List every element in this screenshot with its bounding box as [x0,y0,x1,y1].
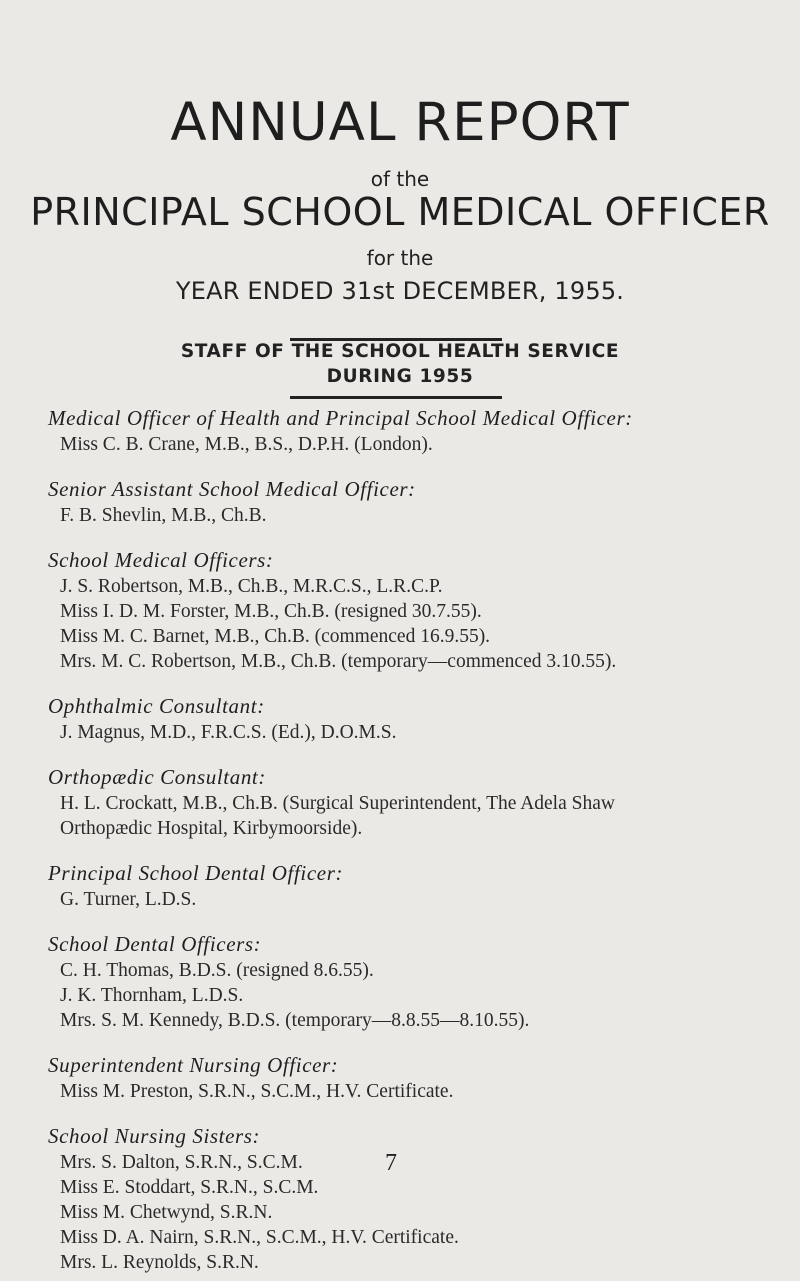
report-title: ANNUAL REPORT [170,92,630,153]
staff-entry: C. H. Thomas, B.D.S. (resigned 8.6.55). [60,960,374,981]
role-title: School Nursing Sisters: [48,1124,261,1148]
page-number: 7 [385,1150,397,1176]
staff-entry: Miss M. Preston, S.R.N., S.C.M., H.V. Certificate. [60,1081,454,1102]
section-medical-officer-of-health [48,405,793,457]
staff-entry: Miss M. Chetwynd, S.R.N. [60,1202,273,1223]
officer-title: PRINCIPAL SCHOOL MEDICAL OFFICER [30,190,770,234]
staff-entry: Miss M. C. Barnet, M.B., Ch.B. (commenced 16.9.55). [60,626,491,647]
staff-entry: Mrs. L. Reynolds, S.R.N. [60,1252,259,1273]
staff-entry: J. Magnus, M.D., F.R.C.S. (Ed.), D.O.M.S. [60,722,397,743]
staff-entry: Miss I. D. M. Forster, M.B., Ch.B. (resigned 30.7.55). [60,601,482,622]
role-title: School Dental Officers: [48,932,262,956]
section-senior-assistant [48,476,793,528]
year-ended-line: YEAR ENDED 31st DECEMBER, 1955. [175,277,625,305]
section-school-nursing-sisters [48,1123,793,1275]
role-title: Medical Officer of Health and Principal School Medical Officer: [48,406,633,430]
staff-entry: Orthopædic Hospital, Kirbymoorside). [60,818,363,839]
section-orthopaedic-consultant [48,764,793,841]
for-the-text: for the [366,246,434,270]
role-title: School Medical Officers: [48,548,274,572]
section-superintendent-nursing [48,1052,793,1104]
staff-entry: Miss E. Stoddart, S.R.N., S.C.M. [60,1177,319,1198]
staff-entry: Miss D. A. Nairn, S.R.N., S.C.M., H.V. Certificate. [60,1227,459,1248]
staff-entry: G. Turner, L.D.S. [60,889,197,910]
role-title: Superintendent Nursing Officer: [48,1053,339,1077]
section-ophthalmic-consultant [48,693,793,745]
staff-entry: H. L. Crockatt, M.B., Ch.B. (Surgical Superintendent, The Adela Shaw [60,793,615,814]
role-title: Ophthalmic Consultant: [48,694,265,718]
staff-entry: F. B. Shevlin, M.B., Ch.B. [60,505,267,526]
staff-entry: Mrs. S. M. Kennedy, B.D.S. (temporary—8.8.55—8.10.55). [60,1010,530,1031]
section-school-dental-officers [48,931,793,1033]
divider-rule-bottom [290,396,502,399]
staff-entry: Mrs. M. C. Robertson, M.B., Ch.B. (temporary—commenced 3.10.55). [60,651,617,672]
staff-list [48,405,793,1275]
staff-entry: Miss C. B. Crane, M.B., B.S., D.P.H. (London). [60,434,433,455]
staff-heading-line1: STAFF OF THE SCHOOL HEALTH SERVICE [180,341,620,362]
section-principal-dental-officer [48,860,793,912]
staff-entry: J. K. Thornham, L.D.S. [60,985,244,1006]
staff-heading [0,339,800,389]
role-title: Principal School Dental Officer: [48,861,344,885]
of-the-text: of the [370,167,430,191]
staff-heading-line2: DURING 1955 [326,366,474,387]
staff-entry: J. S. Robertson, M.B., Ch.B., M.R.C.S., L.R.C.P. [60,576,443,597]
staff-entry: Mrs. S. Dalton, S.R.N., S.C.M. [60,1152,303,1173]
role-title: Orthopædic Consultant: [48,765,266,789]
role-title: Senior Assistant School Medical Officer: [48,477,416,501]
section-school-medical-officers [48,547,793,674]
